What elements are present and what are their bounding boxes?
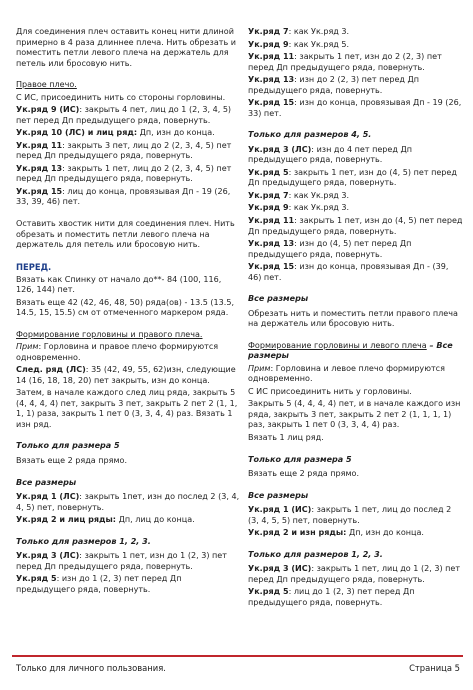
row-text: : лиц до 1 (2, 3) пет перед Дп предыдущего ряда, повернуть.	[248, 587, 415, 607]
right-shoulder-intro: С ИС, присоединить нить со стороны горловины.	[16, 92, 226, 102]
row-label: Ук.ряд 7	[248, 27, 289, 36]
row-label: Ук.ряд 13	[248, 239, 295, 249]
row-10	[16, 128, 240, 139]
row-text: : изн до конца, провязывая Дп - (39, 46) пет.	[248, 262, 449, 282]
row-label: Ук.ряд 15	[248, 262, 295, 272]
all-sizes-heading: Все размеры	[16, 477, 77, 487]
row-text: : лиц до конца, провязывая Дп - 19 (26, 33, 39, 46) пет.	[16, 186, 231, 207]
row-15	[16, 187, 240, 208]
row-label: Ук.ряд 11	[248, 52, 295, 62]
row-15	[248, 98, 464, 119]
left-column	[16, 27, 240, 597]
paragraph-leave-tail: Оставить хвостик нити для соединения плеч. Нить обрезать и поместить петли левого плеча на держатель для петель или бросовую нить.	[16, 218, 235, 250]
sizes-45-row-15	[248, 262, 464, 283]
only-sizes-4-5-heading: Только для размеров 4, 5.	[248, 130, 372, 140]
sizes-45-row-11	[248, 216, 464, 237]
front-paragraph-2: Вязать еще 42 (42, 46, 48, 50) ряда(ов) - 13.5 (13.5, 14.5, 15, 15.5) см от отмеченного маркером ряда.	[16, 297, 235, 318]
row-13	[248, 75, 464, 96]
all-row-2	[248, 528, 464, 539]
only-size-5-heading: Только для размера 5	[248, 454, 352, 464]
only-size-5-heading: Только для размера 5	[16, 441, 120, 451]
row-text: : изн до (4, 5) пет перед Дп предыдущего ряда, повернуть.	[248, 239, 412, 259]
all-row-2	[16, 515, 240, 526]
row-text: : как Ук.ряд 3.	[288, 190, 350, 200]
only-sizes-1-2-3-heading: Только для размеров 1, 2, 3.	[248, 549, 383, 559]
all-sizes-heading-1: Все размеры	[248, 294, 309, 304]
right-shoulder-heading-text: Правое плечо.	[16, 80, 77, 90]
paragraph-then: Затем, в начале каждого след лиц ряда, закрыть 5 (4, 4, 4, 4) пет, закрыть 3 пет, закрыть 2 пет 2 (1, 1, 1, 1) раза, закрыть 1 пет 0 (3, 3, 4, 4) раз. Вязать 1 изн ряд.	[16, 388, 238, 429]
row-label: Ук.ряд 9	[248, 203, 289, 213]
note	[16, 342, 240, 363]
row-7	[248, 27, 464, 38]
row-11	[16, 141, 240, 162]
row-text: : закрыть 1 пет, изн до 2 (2, 3) пет перед Дп предыдущего ряда, повернуть.	[248, 52, 442, 72]
row-text: : как Ук.ряд 3.	[288, 27, 350, 36]
sizes-45-row-9	[248, 203, 464, 214]
paragraph-attach: С ИС присоединить нить у горловины.	[248, 386, 412, 396]
footer-note: Только для личного пользования.	[16, 663, 166, 673]
left-neck-heading-text: Формирование горловины и левого плеча	[248, 340, 427, 350]
row-text: : как Ук.ряд 5.	[288, 39, 350, 49]
row-text: : 35 (42, 49, 55, 62)изн, следующие 14 (16, 18, 18, 20) пет закрыть, изн до конца.	[16, 365, 236, 385]
row-label: Ук.ряд 5	[248, 167, 289, 177]
row-label: Ук.ряд 7	[248, 190, 289, 200]
row-text: : закрыть 3 пет, лиц до 2 (2, 3, 4, 5) пет перед Дп предыдущего ряда, повернуть.	[16, 140, 232, 161]
all-sizes-text-1: Обрезать нить и поместить петли правого плеча на держатель или бросовую нить.	[248, 308, 458, 329]
next-row	[16, 365, 240, 386]
all-row-1	[248, 505, 464, 526]
row-label: След. ряд (ЛС)	[16, 365, 86, 375]
row-13	[16, 164, 240, 185]
row-text: : закрыть 1 пет, лиц до 1 (2, 3) пет перед Дп предыдущего ряда, повернуть.	[248, 564, 461, 584]
only-size-5-text: Вязать еще 2 ряда прямо.	[248, 469, 360, 479]
row-label: Ук.ряд 10 (ЛС) и лиц ряд:	[16, 128, 138, 138]
row-text: : закрыть 1 пет, лиц до послед 2 (3, 4, 5, 5) пет, повернуть.	[248, 505, 452, 525]
front-paragraph-1: Вязать как Спинку от начало до**- 84 (100, 116, 126, 144) пет.	[16, 274, 222, 295]
row-9	[248, 40, 464, 51]
sizes-123-row-5	[16, 574, 240, 595]
paragraph-join-shoulders: Для соединения плеч оставить конец нити длиной примерно в 4 раза длиннее плеча. Нить обрезать и поместить петли левого плеча на держатель для петель или бросовую нить.	[16, 27, 236, 68]
only-size-5-text: Вязать еще 2 ряда прямо.	[16, 456, 128, 465]
row-label: Ук.ряд 9 (ИС)	[16, 105, 80, 115]
row-label: Ук.ряд 3 (ИС)	[248, 564, 312, 574]
note-label: Прим	[16, 342, 39, 352]
paragraph-close: Закрыть 5 (4, 4, 4, 4) пет, и в начале каждого изн ряда, закрыть 3 пет, закрыть 2 пет 2 (1, 1, 1, 1) раз, закрыть 1 пет 0 (3, 3, 4, 4) раз.	[248, 399, 461, 430]
note-text: : Горловина и правое плечо формируются одновременно.	[16, 342, 219, 362]
note-label: Прим	[248, 363, 271, 373]
sizes-123-row-3	[16, 551, 240, 572]
sizes-45-row-3	[248, 145, 464, 166]
row-label: Ук.ряд 2 и лиц ряды:	[16, 515, 117, 525]
right-shoulder-heading	[16, 80, 240, 91]
neck-heading-text: Формирование горловины и правого плеча.	[16, 329, 203, 339]
row-text: : изн до 2 (2, 3) пет перед Дп предыдущего ряда, повернуть.	[248, 75, 420, 95]
row-text: : изн до 1 (2, 3) пет перед Дп предыдущего ряда, повернуть.	[16, 574, 182, 594]
row-label: Ук.ряд 13	[16, 163, 63, 173]
row-label: Ук.ряд 5	[248, 587, 289, 597]
row-text: : изн до 4 пет перед Дп предыдущего ряда, повернуть.	[248, 144, 413, 165]
row-11	[248, 52, 464, 73]
row-label: Ук.ряд 3 (ЛС)	[16, 551, 80, 561]
page-number: Страница 5	[409, 663, 460, 673]
row-text: : закрыть 4 пет, лиц до 1 (2, 3, 4, 5) пет перед Дп предыдущего ряда, повернуть.	[16, 105, 232, 125]
sizes-45-row-13	[248, 239, 464, 260]
row-label: Ук.ряд 15	[16, 186, 63, 196]
front-heading: ПЕРЕД.	[16, 261, 52, 272]
right-column	[248, 27, 464, 610]
row-text: : закрыть 1 пет, изн до 1 (2, 3) пет перед Дп предыдущего ряда, повернуть.	[16, 551, 227, 571]
row-9	[16, 105, 240, 126]
row-label: Ук.ряд 2 и изн ряды:	[248, 528, 347, 538]
row-label: Ук.ряд 1 (ЛС)	[16, 492, 80, 502]
only-sizes-1-2-3-heading: Только для размеров 1, 2, 3.	[16, 536, 151, 546]
row-text: : закрыть 1 пет, изн до (4, 5) пет перед Дп предыдущего ряда, повернуть.	[248, 215, 463, 236]
row-text: : закрыть 1 пет, изн до (4, 5) пет перед Дп предыдущего ряда, повернуть.	[248, 167, 457, 188]
footer-rule	[12, 655, 463, 657]
row-text: : изн до конца, провязывая Дп - 19 (26, 33) пет.	[248, 98, 462, 118]
row-label: Ук.ряд 11	[248, 215, 295, 225]
row-text: : как Ук.ряд 3.	[288, 203, 350, 213]
row-text: Дп, изн до конца.	[137, 128, 215, 138]
note-text: : Горловина и левое плечо формируются одновременно.	[248, 363, 445, 384]
sizes-123-row-5	[248, 587, 464, 608]
left-neck-heading	[248, 341, 464, 362]
left-neck-heading-dash: –	[426, 340, 437, 350]
row-label: Ук.ряд 3 (ЛС)	[248, 144, 312, 154]
row-label: Ук.ряд 5	[16, 574, 57, 584]
row-text: : закрыть 1 пет, лиц до 2 (2, 3, 4, 5) пет перед Дп предыдущего ряда, повернуть.	[16, 163, 232, 184]
all-row-1	[16, 492, 240, 513]
sizes-123-row-3	[248, 564, 464, 585]
neck-heading	[16, 330, 240, 341]
row-text: Дп, лиц до конца.	[116, 515, 195, 525]
row-label: Ук.ряд 9	[248, 39, 289, 49]
note	[248, 364, 464, 385]
row-label: Ук.ряд 11	[16, 140, 63, 150]
sizes-45-row-7	[248, 191, 464, 202]
all-sizes-heading-2: Все размеры	[248, 490, 309, 500]
sizes-45-row-5	[248, 168, 464, 189]
row-text: : закрыть 1пет, изн до послед 2 (3, 4, 4, 5) пет, повернуть.	[16, 492, 240, 512]
row-label: Ук.ряд 1 (ИС)	[248, 505, 312, 515]
row-text: Дп, изн до конца.	[346, 528, 424, 538]
left-neck-heading-all-sizes: Все размеры	[248, 340, 453, 361]
row-label: Ук.ряд 15	[248, 98, 295, 108]
row-label: Ук.ряд 13	[248, 75, 295, 85]
paragraph-knit-1: Вязать 1 лиц ряд.	[248, 433, 324, 442]
